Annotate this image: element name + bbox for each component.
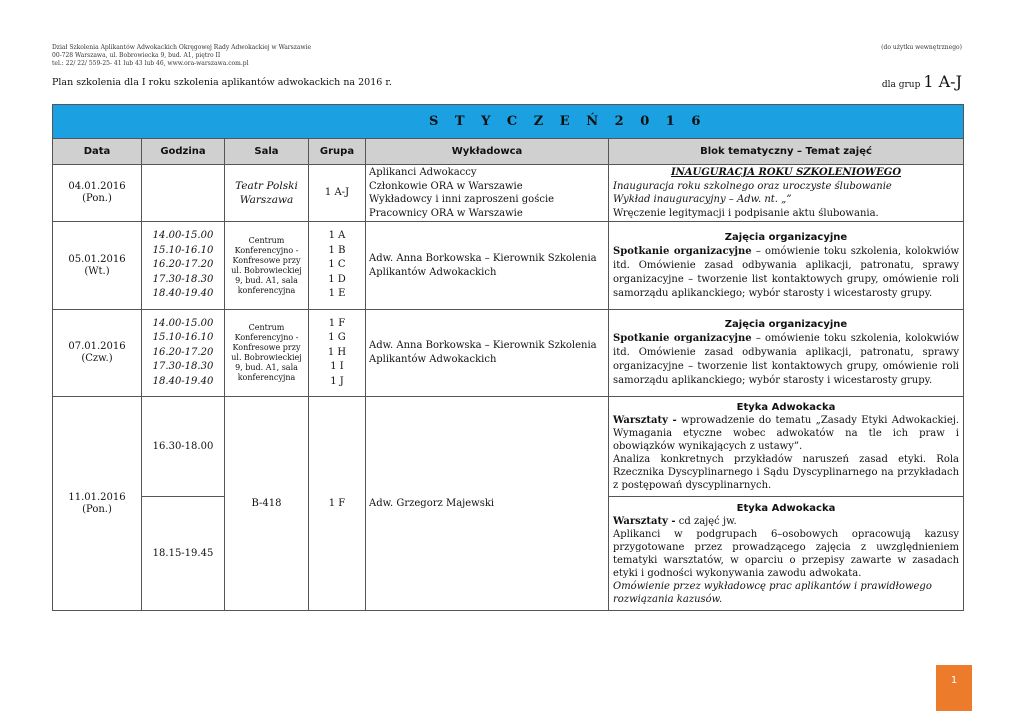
lecturer-line: Wykładowcy i inni zaproszeni goście [369,194,555,205]
topic-text: cd zajęć jw. [675,515,737,527]
table-row [53,397,964,497]
group-cell [309,222,366,310]
plan-title: Plan szkolenia dla I roku szkolenia aplikantów adwokackich na 2016 r. [52,77,392,88]
date: 05.01.2016 [68,253,126,265]
weekday: (Wt.) [84,265,110,277]
group-cell: 1 F [309,397,366,611]
month-title: S T Y C Z E Ń 2 0 1 6 [53,105,964,139]
topic-text: Analiza konkretnych przykładów naruszeń zasad etyki. Rola Rzecznika Dyscyplinarnego i Sądu Dyscyplinarnego na przykładach z postępowań dyscyplinarnych. [613,454,960,491]
group-item: 1 B [328,244,346,256]
topic-text: – omówienie toku szkolenia, kolokwiów itd. Omówienie zasad odbywania aplikacji, patronatu, sprawy organizacyjne – tworzenie list kontaktowych grupy, omówienie roli samorządu aplikanckiego; wybór starosty i wicestarosty grupy. [613,333,960,386]
lecturer-cell [366,165,609,222]
time-slot: 14.00-15.00 [152,317,214,329]
lecturer-cell: Adw. Anna Borkowska – Kierownik Szkolenia Aplikantów Adwokackich [366,222,609,310]
topic-bold: Warsztaty - [613,415,677,426]
time-cell [142,222,225,310]
topic-text: – omówienie toku szkolenia, kolokwiów itd. Omówienie zasad odbywania aplikacji, patronatu, sprawy organizacyjne – tworzenie list kontaktowych grupy, omówienie roli samorządu aplikanckiego; wybór starosty i wicestarosty grupy. [613,245,960,299]
room-cell: B-418 [225,397,309,611]
header-line-2: 00-728 Warszawa, ul. Bobrowiecka 9, bud. A1, piętro II [52,52,221,59]
lecturer-line: Aplikanci Adwokaccy [369,167,477,178]
group-item: 1 H [327,346,347,358]
time-slot: 15.10-16.10 [152,244,214,256]
group-item: 1 F [328,317,346,329]
time-cell [142,165,225,222]
group-cell [309,310,366,397]
col-header-group: Grupa [309,139,366,165]
date: 07.01.2016 [68,341,126,352]
topic-title: Etyka Adwokacka [736,502,836,514]
groups-label [882,72,962,91]
time-cell [142,310,225,397]
group-item: 1 G [328,332,346,344]
time-slot: 14.00-15.00 [152,230,214,242]
time-cell: 16.30-18.00 [142,397,225,497]
date-cell [53,222,142,310]
topic-title: Etyka Adwokacka [736,402,836,413]
topic-bold: Warsztaty - [613,515,676,527]
date: 04.01.2016 [68,181,126,192]
topic-cell [609,222,964,310]
time-slot: 17.30-18.30 [152,273,214,285]
group-item: 1 C [328,259,346,271]
lecturer-line: Pracownicy ORA w Warszawie [369,207,523,219]
group-item: 1 I [330,361,344,373]
topic-bold: Spotkanie organizacyjne [613,333,752,344]
time-cell: 18.15-19.45 [142,497,225,611]
internal-use-note: (do użytku wewnętrznego) [881,44,962,51]
table-row [53,310,964,397]
col-header-time: Godzina [142,139,225,165]
date-cell [53,165,142,222]
col-header-room: Sala [225,139,309,165]
time-slot: 15.10-16.10 [152,332,214,344]
group-item: 1 A [328,230,346,242]
room-cell: Centrum Konferencyjno -Konfresowe przy ul. Bobrowieckiej 9, bud. A1, sala konferencyjna [225,222,309,310]
header-line-1: Dział Szkolenia Aplikantów Adwokackich Okręgowej Rady Adwokackiej w Warszawie [52,44,312,51]
weekday: (Pon.) [82,503,112,515]
topic-title: Zajęcia organizacyjne [724,319,848,330]
topic-bold: Spotkanie organizacyjne [613,245,752,257]
page-number: 1 [936,665,972,711]
lecturer-cell: Adw. Grzegorz Majewski [366,397,609,611]
date: 11.01.2016 [68,491,126,503]
table-row [53,222,964,310]
weekday: (Czw.) [81,353,113,364]
group-item: 1 J [330,375,344,387]
topic-cell [609,310,964,397]
topic-text: Aplikanci w podgrupach 6–osobowych opracowują kazusy przygotowane przez prowadzącego zajęcia z uwzględnieniem tematyki warsztatów, w oparciu o przepisy zawarte w zasadach etyki i godności wykonywania zawodu adwokata. [613,528,960,579]
groups-prefix: dla grup [881,80,921,90]
lecturer-line: Członkowie ORA w Warszawie [369,180,523,192]
room-cell: Teatr Polski Warszawa [225,165,309,222]
topic-title: INAUGURACJA ROKU SZKOLENIOWEGO [670,167,902,178]
col-header-topic: Blok tematyczny – Temat zajęć [609,139,964,165]
header-line-3: tel.: 22/ 22/ 559-25- 41 lub 43 lub 46, www.ora-warszawa.com.pl [52,60,249,67]
weekday: (Pon.) [82,193,112,204]
topic-title: Zajęcia organizacyjne [724,231,848,243]
groups-value: 1 A-J [923,72,962,91]
date-cell [53,310,142,397]
topic-text: wprowadzenie do tematu „Zasady Etyki Adwokackiej. Wymagania etyczne wobec adwokatów na tle ich praw i obowiązków wynikających z ustawy”. [613,415,960,452]
room-cell: Centrum Konferencyjno -Konfresowe przy ul. Bobrowieckiej 9, bud. A1, sala konferencyjna [225,310,309,397]
time-slot: 16.20-17.20 [152,346,214,358]
time-slot: 16.20-17.20 [152,259,214,271]
group-item: 1 E [328,288,346,300]
topic-line: Wykład inauguracyjny – Adw. nt. „” [613,194,792,205]
schedule-table [52,104,964,611]
col-header-lecturer: Wykładowca [366,139,609,165]
time-slot: 18.40-19.40 [152,375,214,387]
lecturer-cell: Adw. Anna Borkowska – Kierownik Szkolenia Aplikantów Adwokackich [366,310,609,397]
date-cell [53,397,142,611]
topic-cell [609,397,964,497]
time-slot: 17.30-18.30 [152,361,214,373]
topic-italic: Omówienie przez wykładowcę prac aplikantów i prawidłowego rozwiązania kazusów. [613,580,932,605]
topic-cell [609,165,964,222]
time-slot: 18.40-19.40 [152,288,214,300]
table-row [53,165,964,222]
topic-line: Wręczenie legitymacji i podpisanie aktu ślubowania. [613,207,879,219]
topic-cell [609,497,964,611]
group-item: 1 D [328,273,346,285]
topic-line: Inauguracja roku szkolnego oraz uroczyste ślubowanie [613,180,892,192]
col-header-date: Data [53,139,142,165]
group-cell: 1 A-J [309,165,366,222]
